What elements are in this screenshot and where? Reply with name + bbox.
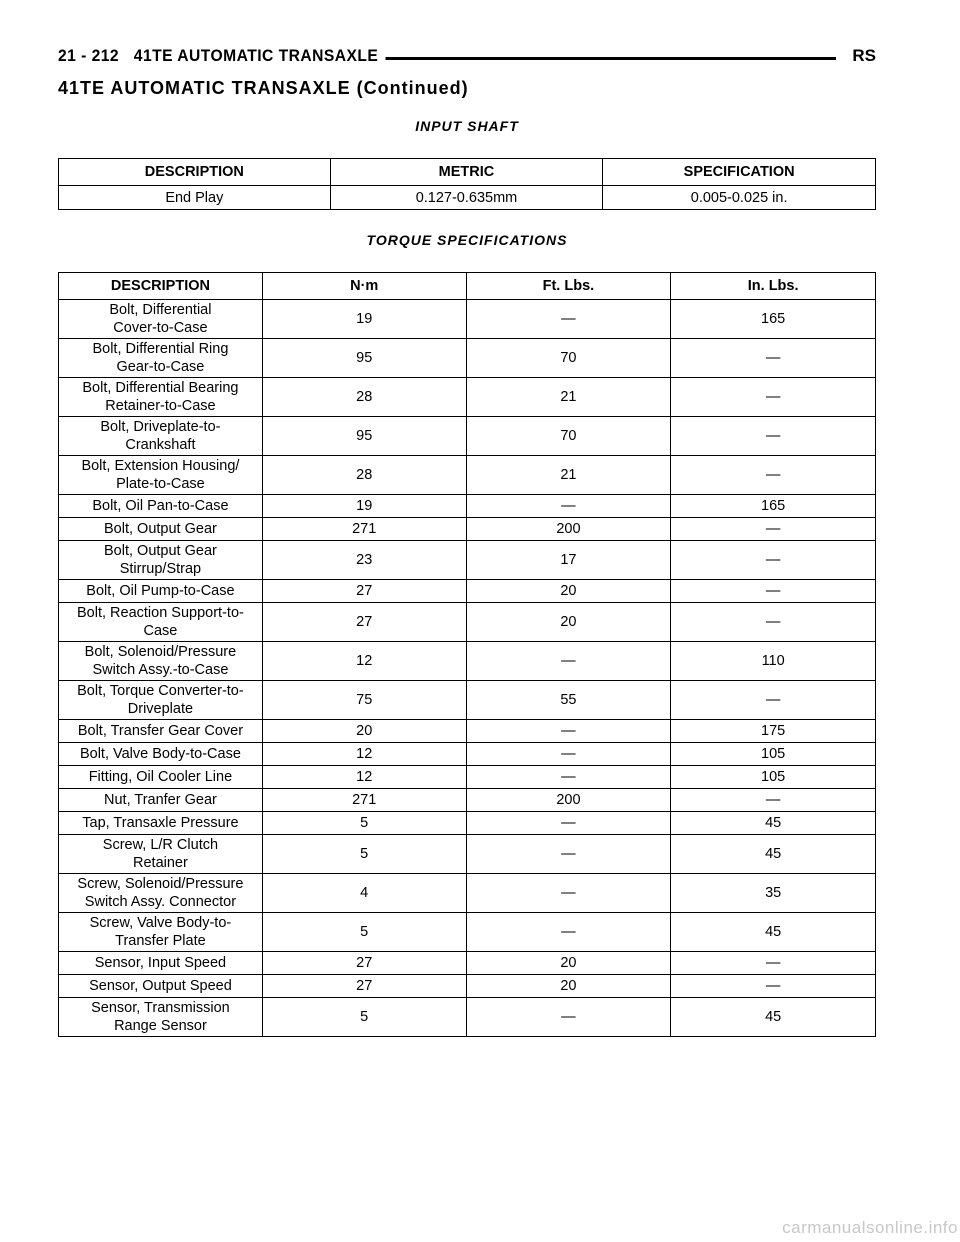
- table-row: [59, 913, 876, 952]
- cell-ft-lbs: 17: [466, 541, 671, 580]
- column-header: DESCRIPTION: [59, 159, 331, 186]
- table-row: [59, 874, 876, 913]
- cell-ft-lbs: —: [466, 720, 671, 743]
- cell-ft-lbs: —: [466, 913, 671, 952]
- input-shaft-table: [58, 158, 876, 210]
- cell-in-lbs: —: [671, 378, 876, 417]
- cell-nm: 27: [262, 952, 466, 975]
- table-row: [59, 518, 876, 541]
- cell-description: Sensor, Output Speed: [59, 975, 263, 998]
- table-row: [59, 339, 876, 378]
- cell-description: Screw, Solenoid/Pressure Switch Assy. Connector: [59, 874, 263, 913]
- cell-ft-lbs: —: [466, 766, 671, 789]
- cell-nm: 27: [262, 975, 466, 998]
- column-header: Ft. Lbs.: [466, 273, 671, 300]
- cell-nm: 12: [262, 642, 466, 681]
- cell-ft-lbs: 200: [466, 518, 671, 541]
- table-row: [59, 766, 876, 789]
- cell-description: Screw, L/R Clutch Retainer: [59, 835, 263, 874]
- cell-nm: 19: [262, 300, 466, 339]
- cell-nm: 12: [262, 743, 466, 766]
- column-header: In. Lbs.: [671, 273, 876, 300]
- cell-metric: 0.127-0.635mm: [330, 186, 603, 210]
- cell-ft-lbs: 70: [466, 339, 671, 378]
- cell-in-lbs: 45: [671, 812, 876, 835]
- cell-description: Bolt, Oil Pump-to-Case: [59, 580, 263, 603]
- table-row: [59, 378, 876, 417]
- cell-description: Bolt, Differential Cover-to-Case: [59, 300, 263, 339]
- cell-ft-lbs: —: [466, 812, 671, 835]
- cell-ft-lbs: —: [466, 874, 671, 913]
- cell-nm: 5: [262, 998, 466, 1037]
- cell-nm: 95: [262, 417, 466, 456]
- table-row: [59, 603, 876, 642]
- torque-specs-table: [58, 272, 876, 1037]
- cell-nm: 20: [262, 720, 466, 743]
- table-row: [59, 952, 876, 975]
- cell-ft-lbs: 20: [466, 952, 671, 975]
- cell-in-lbs: 45: [671, 913, 876, 952]
- cell-description: Tap, Transaxle Pressure: [59, 812, 263, 835]
- cell-ft-lbs: —: [466, 998, 671, 1037]
- header-left: [58, 46, 386, 66]
- cell-description: Sensor, Transmission Range Sensor: [59, 998, 263, 1037]
- cell-in-lbs: 105: [671, 766, 876, 789]
- cell-nm: 19: [262, 495, 466, 518]
- cell-description: End Play: [59, 186, 331, 210]
- cell-in-lbs: 105: [671, 743, 876, 766]
- cell-ft-lbs: —: [466, 300, 671, 339]
- watermark: carmanualsonline.info: [782, 1218, 958, 1237]
- table-row: [59, 495, 876, 518]
- cell-in-lbs: —: [671, 975, 876, 998]
- cell-in-lbs: —: [671, 603, 876, 642]
- cell-nm: 28: [262, 456, 466, 495]
- table-row: [59, 580, 876, 603]
- cell-ft-lbs: 20: [466, 975, 671, 998]
- cell-in-lbs: —: [671, 681, 876, 720]
- cell-description: Bolt, Transfer Gear Cover: [59, 720, 263, 743]
- table-row: [59, 720, 876, 743]
- cell-ft-lbs: —: [466, 835, 671, 874]
- cell-description: Bolt, Driveplate-to- Crankshaft: [59, 417, 263, 456]
- cell-ft-lbs: —: [466, 642, 671, 681]
- cell-ft-lbs: 70: [466, 417, 671, 456]
- cell-ft-lbs: 55: [466, 681, 671, 720]
- cell-in-lbs: 165: [671, 495, 876, 518]
- cell-in-lbs: 175: [671, 720, 876, 743]
- cell-description: Fitting, Oil Cooler Line: [59, 766, 263, 789]
- cell-description: Nut, Tranfer Gear: [59, 789, 263, 812]
- column-header: N·m: [262, 273, 466, 300]
- cell-description: Sensor, Input Speed: [59, 952, 263, 975]
- cell-description: Bolt, Output Gear: [59, 518, 263, 541]
- table-row: [59, 789, 876, 812]
- cell-nm: 271: [262, 789, 466, 812]
- cell-description: Bolt, Differential Bearing Retainer-to-Case: [59, 378, 263, 417]
- cell-nm: 5: [262, 812, 466, 835]
- cell-in-lbs: —: [671, 339, 876, 378]
- cell-ft-lbs: 21: [466, 456, 671, 495]
- cell-nm: 271: [262, 518, 466, 541]
- cell-ft-lbs: 200: [466, 789, 671, 812]
- torque-specs-title: TORQUE SPECIFICATIONS: [366, 232, 568, 248]
- cell-in-lbs: —: [671, 541, 876, 580]
- cell-description: Screw, Valve Body-to- Transfer Plate: [59, 913, 263, 952]
- cell-ft-lbs: —: [466, 495, 671, 518]
- page-number: 21 - 212: [58, 46, 120, 65]
- table-header-row: [59, 273, 876, 300]
- page-header: [58, 46, 876, 72]
- cell-nm: 4: [262, 874, 466, 913]
- cell-description: Bolt, Differential Ring Gear-to-Case: [59, 339, 263, 378]
- cell-in-lbs: —: [671, 417, 876, 456]
- cell-ft-lbs: —: [466, 743, 671, 766]
- cell-nm: 95: [262, 339, 466, 378]
- table-row: [59, 541, 876, 580]
- column-header: DESCRIPTION: [59, 273, 263, 300]
- continued-title: 41TE AUTOMATIC TRANSAXLE (Continued): [58, 78, 469, 98]
- table-row: [59, 456, 876, 495]
- cell-in-lbs: —: [671, 518, 876, 541]
- cell-in-lbs: —: [671, 789, 876, 812]
- cell-nm: 28: [262, 378, 466, 417]
- input-shaft-title: INPUT SHAFT: [415, 118, 519, 134]
- cell-description: Bolt, Extension Housing/ Plate-to-Case: [59, 456, 263, 495]
- table-row: [59, 812, 876, 835]
- table-row: [59, 835, 876, 874]
- cell-nm: 12: [262, 766, 466, 789]
- cell-nm: 23: [262, 541, 466, 580]
- cell-in-lbs: 110: [671, 642, 876, 681]
- cell-nm: 5: [262, 913, 466, 952]
- cell-description: Bolt, Output Gear Stirrup/Strap: [59, 541, 263, 580]
- table-header-row: [59, 159, 876, 186]
- header-model-code: RS: [846, 46, 876, 66]
- cell-in-lbs: 45: [671, 835, 876, 874]
- cell-in-lbs: —: [671, 580, 876, 603]
- cell-nm: 5: [262, 835, 466, 874]
- cell-nm: 75: [262, 681, 466, 720]
- cell-in-lbs: 35: [671, 874, 876, 913]
- table-row: [59, 975, 876, 998]
- cell-specification: 0.005-0.025 in.: [603, 186, 876, 210]
- cell-in-lbs: —: [671, 456, 876, 495]
- cell-ft-lbs: 20: [466, 603, 671, 642]
- cell-in-lbs: 45: [671, 998, 876, 1037]
- cell-in-lbs: 165: [671, 300, 876, 339]
- table-row: [59, 186, 876, 210]
- cell-description: Bolt, Oil Pan-to-Case: [59, 495, 263, 518]
- column-header: SPECIFICATION: [603, 159, 876, 186]
- table-row: [59, 300, 876, 339]
- cell-description: Bolt, Reaction Support-to- Case: [59, 603, 263, 642]
- table-row: [59, 642, 876, 681]
- cell-ft-lbs: 21: [466, 378, 671, 417]
- cell-nm: 27: [262, 603, 466, 642]
- table-row: [59, 417, 876, 456]
- cell-in-lbs: —: [671, 952, 876, 975]
- table-row: [59, 998, 876, 1037]
- table-row: [59, 681, 876, 720]
- cell-description: Bolt, Valve Body-to-Case: [59, 743, 263, 766]
- column-header: METRIC: [330, 159, 603, 186]
- cell-ft-lbs: 20: [466, 580, 671, 603]
- cell-description: Bolt, Solenoid/Pressure Switch Assy.-to-Case: [59, 642, 263, 681]
- header-section-title: 41TE AUTOMATIC TRANSAXLE: [133, 46, 379, 65]
- cell-description: Bolt, Torque Converter-to- Driveplate: [59, 681, 263, 720]
- table-row: [59, 743, 876, 766]
- cell-nm: 27: [262, 580, 466, 603]
